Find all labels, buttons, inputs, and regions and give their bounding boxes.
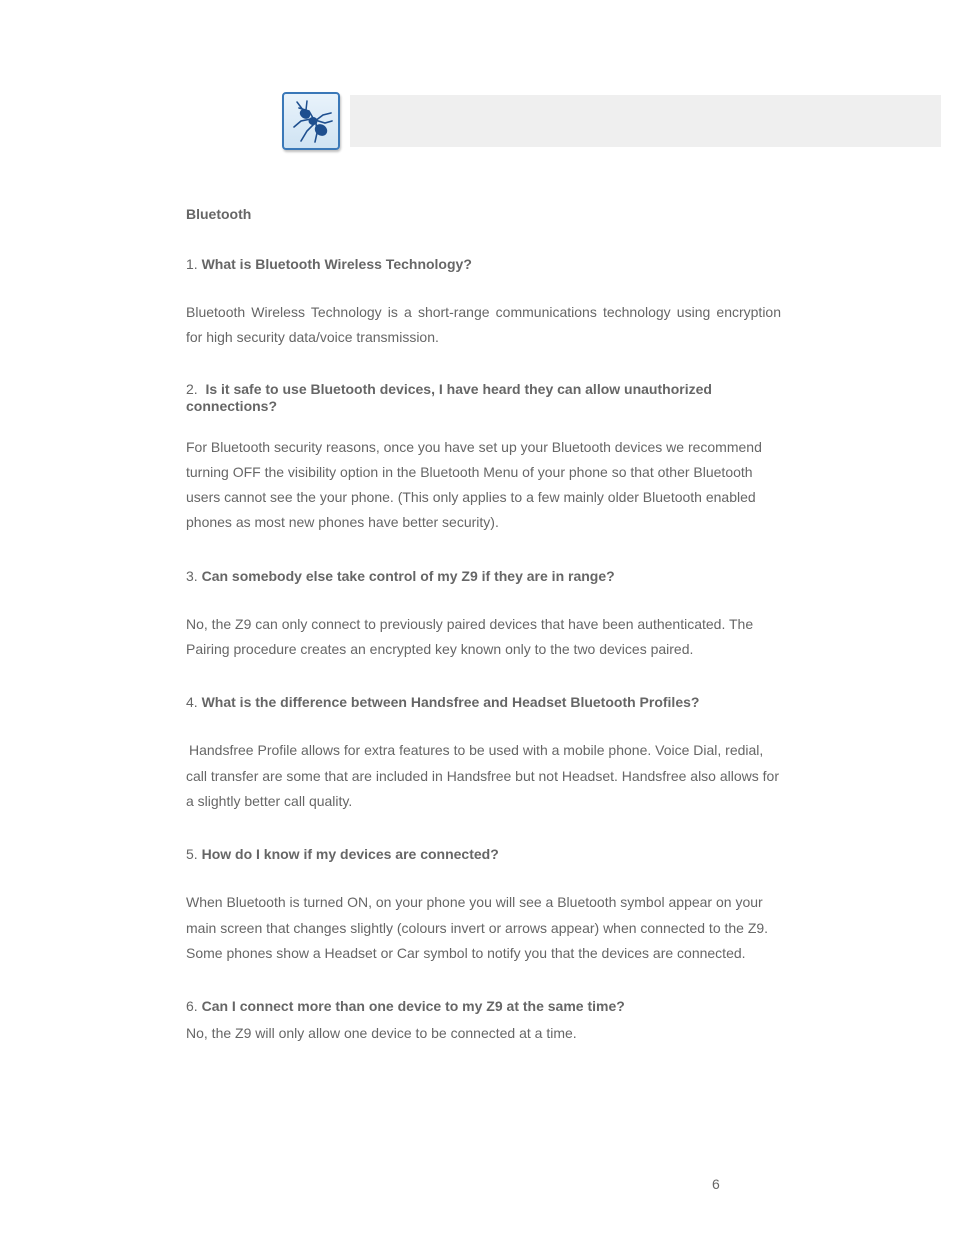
faq-document [186, 204, 781, 1046]
question-number: 2. [186, 380, 198, 397]
page-number: 6 [712, 1176, 720, 1192]
ant-icon [287, 97, 337, 147]
question-number: 5. [186, 846, 198, 863]
question-text: How do I know if my devices are connected? [201, 846, 499, 863]
faq-answer-4: Handsfree Profile allows for extra features to be used with a mobile phone. Voice Dial, redial, call transfer are some that are included in Handsfree but not Headset. Handsfree also allows for a slightly better call quality. [186, 742, 779, 809]
faq-answer-1: Bluetooth Wireless Technology is a short-range communications technology using encryption for high security data/voice transmission. [186, 304, 781, 346]
question-text: Can I connect more than one device to my Z9 at the same time? [201, 998, 625, 1015]
faq-question-6 [186, 996, 781, 1016]
faq-answer-2: For Bluetooth security reasons, once you have set up your Bluetooth devices we recommend turning OFF the visibility option in the Bluetooth Menu of your phone so that other Bluetooth users cannot see the your phone. (This only applies to a few mainly older Bluetooth enabled phones as most new phones have better security). [186, 438, 762, 531]
question-number: 1. [186, 256, 198, 272]
section-title: Bluetooth [186, 206, 252, 222]
faq-answer-6: No, the Z9 will only allow one device to be connected at a time. [186, 1025, 577, 1042]
question-text: What is the difference between Handsfree and Headset Bluetooth Profiles? [201, 694, 700, 711]
ant-logo [282, 92, 340, 150]
question-text: Is it safe to use Bluetooth devices, I have heard they can allow unauthorized connections? [186, 380, 712, 414]
question-text: What is Bluetooth Wireless Technology? [201, 256, 472, 272]
question-number: 4. [186, 694, 198, 711]
faq-question-5 [186, 844, 781, 864]
question-text: Can somebody else take control of my Z9 if they are in range? [201, 567, 615, 584]
faq-question-1 [186, 254, 781, 274]
faq-question-2 [186, 381, 781, 415]
question-number: 3. [186, 567, 198, 584]
question-number: 6. [186, 998, 198, 1015]
faq-question-3 [186, 566, 781, 586]
faq-answer-5: When Bluetooth is turned ON, on your phone you will see a Bluetooth symbol appear on your main screen that changes slightly (colours invert or arrows appear) when connected to the Z9. Some phones show a Headset or Car symbol to notify you that the devices are connected. [186, 894, 769, 961]
faq-question-4 [186, 692, 781, 712]
faq-answer-3: No, the Z9 can only connect to previously paired devices that have been authenticated. The Pairing procedure creates an encrypted key known only to the two devices paired. [186, 615, 754, 658]
header-band [350, 95, 941, 147]
